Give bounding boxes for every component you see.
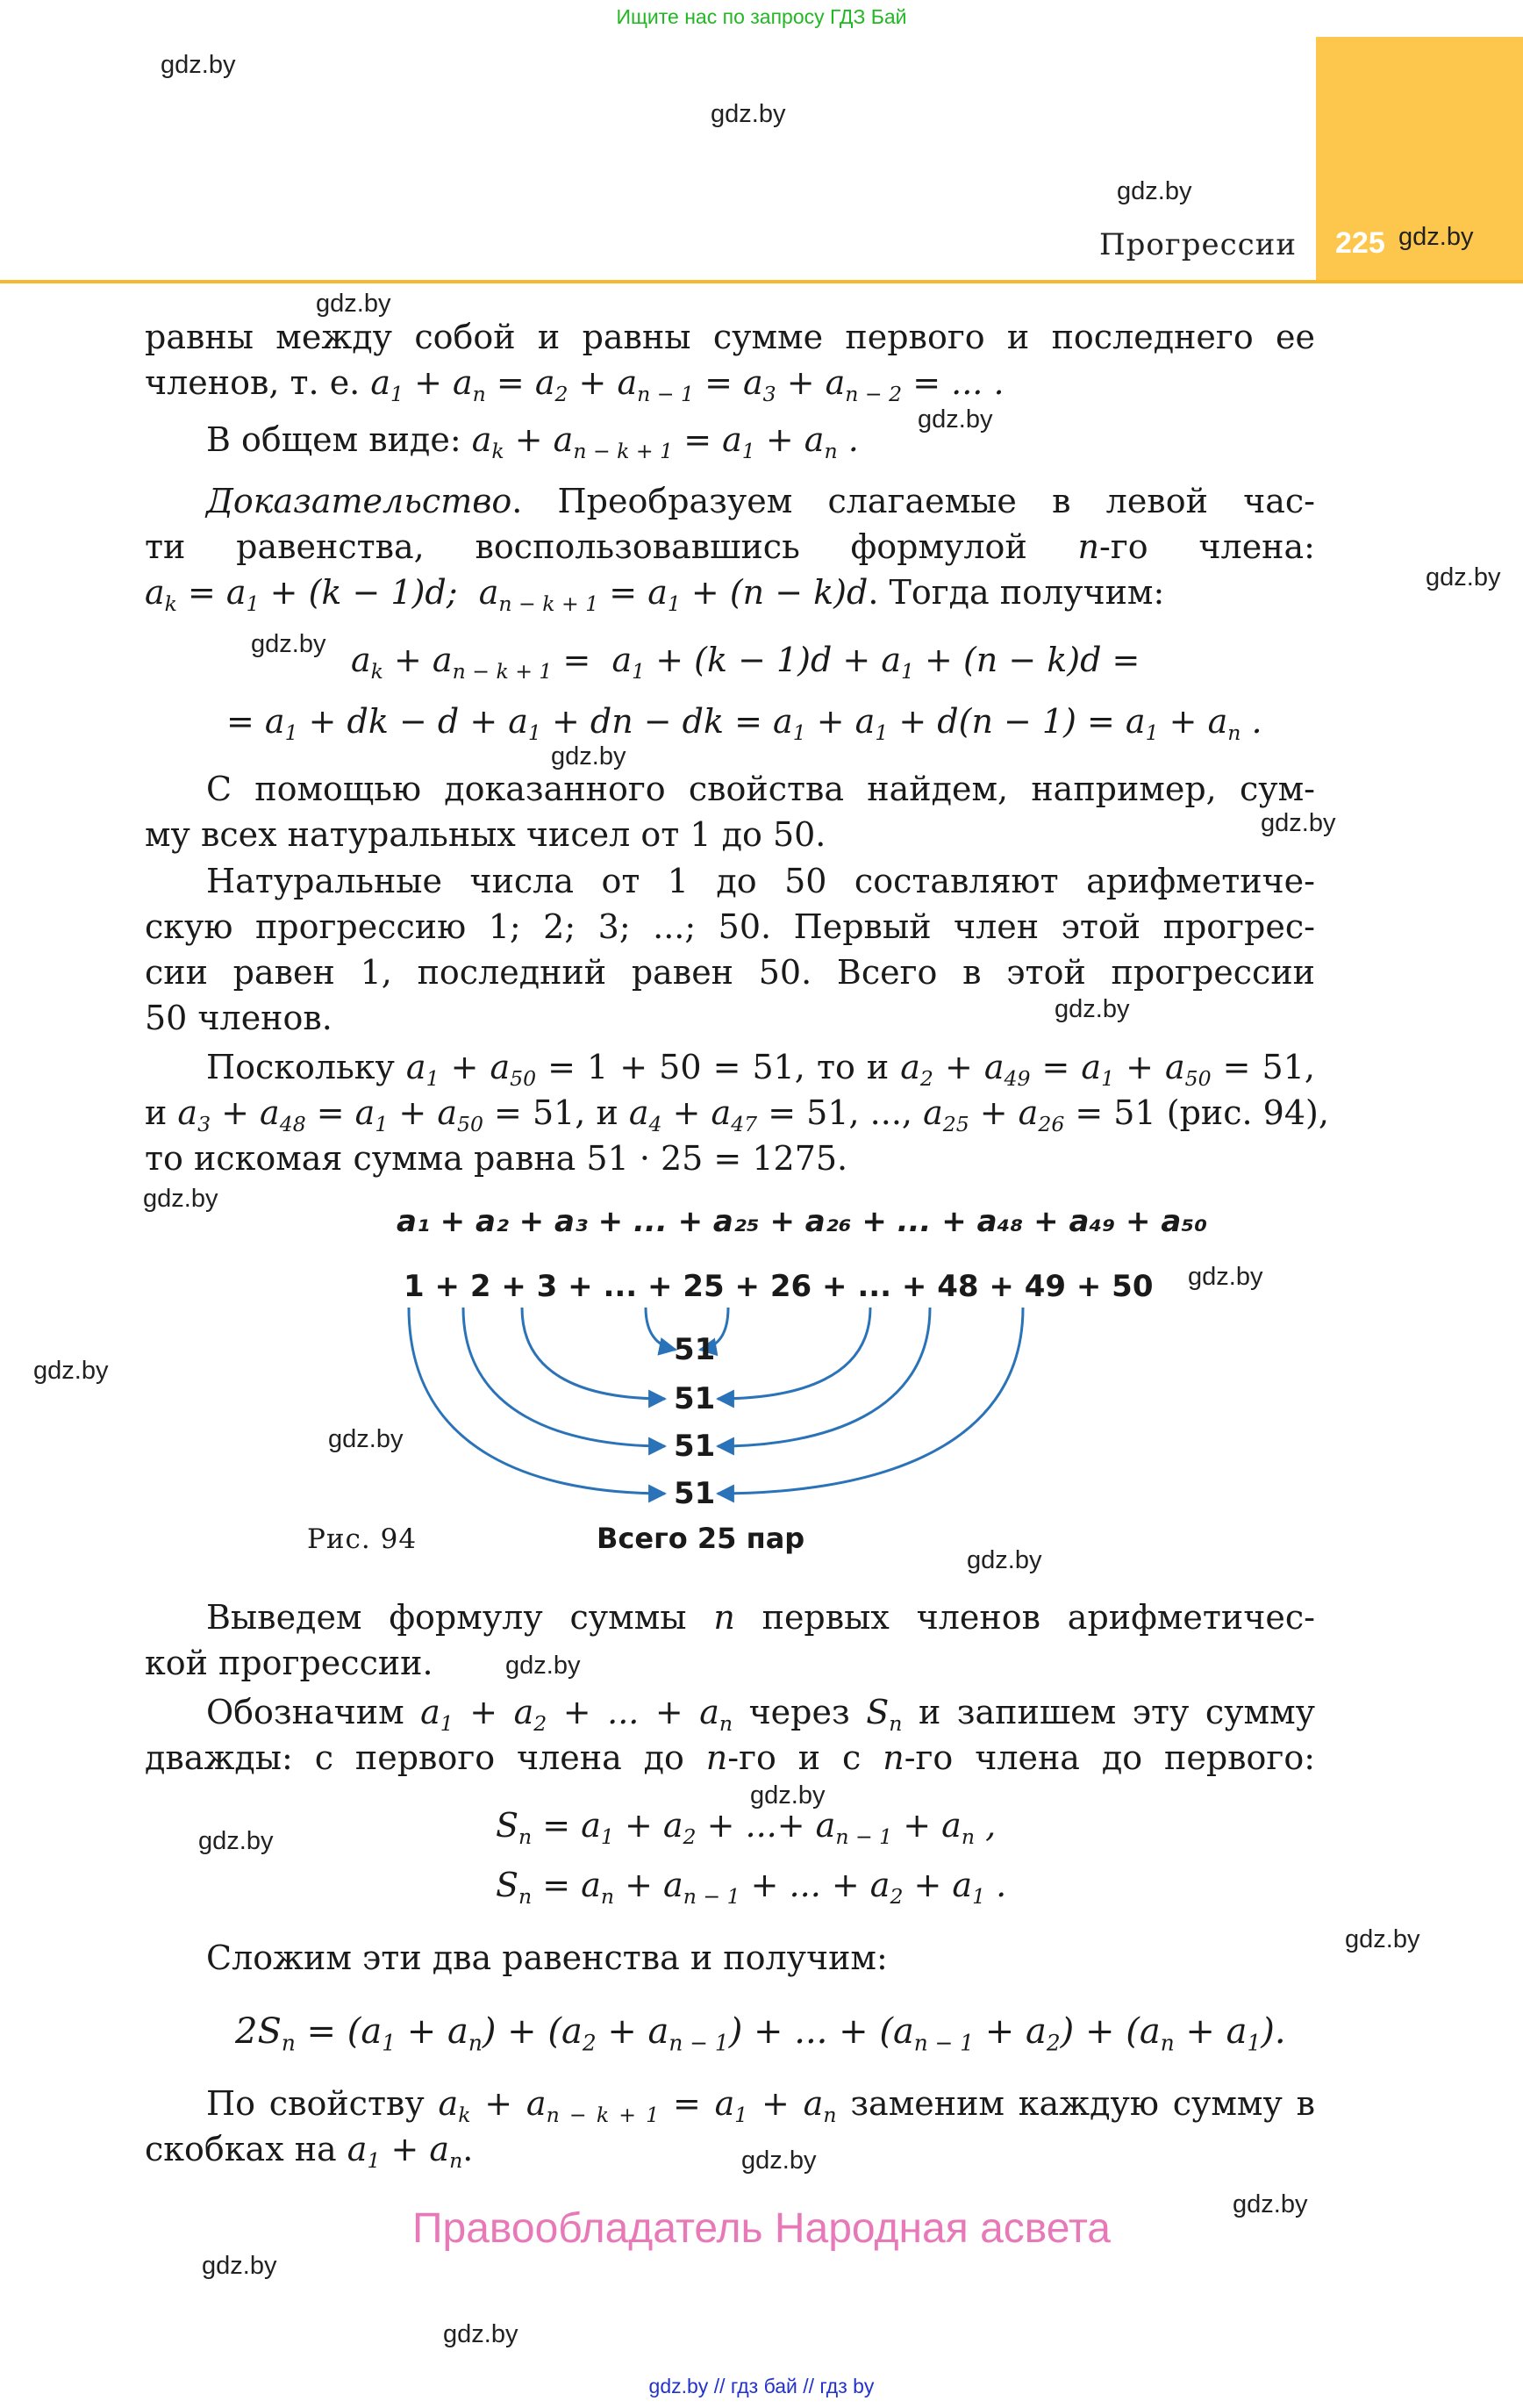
running-title: Прогрессии bbox=[1099, 227, 1297, 262]
text-line: и $a_3 + a_{48} = a_1 + a_{50} = 51$, и $a_4 + a_{47} = 51$, ..., $a_{25} + a_{26} = 51$ (рис. 94), bbox=[145, 1093, 1329, 1137]
copyright-notice: Правообладатель Народная асвета bbox=[412, 2205, 1111, 2252]
paragraph-10 bbox=[145, 2081, 1315, 2172]
equation: $S_n = a_1 + a_2$ + ...+ $a_{n - 1} + a_n$ , bbox=[496, 1806, 997, 1850]
watermark: gdz.by bbox=[443, 2320, 518, 2348]
paragraph-2 bbox=[145, 417, 1315, 462]
watermark: gdz.by bbox=[1117, 177, 1192, 205]
paragraph-9 bbox=[145, 1935, 1315, 1981]
arrow-1 bbox=[409, 1308, 665, 1494]
pair-sum: 51 bbox=[674, 1381, 716, 1416]
watermark: gdz.by bbox=[202, 2252, 277, 2280]
arrow-50 bbox=[718, 1308, 1023, 1494]
watermark: gdz.by bbox=[1055, 995, 1130, 1023]
figure-arrows bbox=[386, 1308, 1053, 1518]
equation: $S_n = a_n + a_{n - 1}$ + ... + $a_2 + a_1$ . bbox=[496, 1866, 1007, 1910]
watermark: gdz.by bbox=[1188, 1263, 1263, 1291]
paragraph-3 bbox=[145, 478, 1315, 615]
paragraph-6 bbox=[145, 1044, 1329, 1181]
watermark: gdz.by bbox=[967, 1546, 1042, 1574]
text-line: В общем виде: $a_k + a_{n - k + 1} = a_1 + a_n$ . bbox=[206, 420, 859, 464]
text-line: кой прогрессии. bbox=[145, 1644, 433, 1682]
top-banner[interactable]: Ищите нас по запросу ГДЗ Бай bbox=[616, 5, 907, 28]
watermark: gdz.by bbox=[33, 1357, 109, 1385]
paragraph-1 bbox=[145, 314, 1315, 405]
text-line: равны между собой и равны сумме первого и последнего ее bbox=[145, 318, 1315, 356]
watermark: gdz.by bbox=[1426, 563, 1501, 591]
equation: $a_k + a_{n - k + 1} = a_1 + (k - 1)d + a_1 + (n - k)d$ = bbox=[351, 641, 1140, 684]
arrow-48 bbox=[718, 1308, 870, 1399]
watermark: gdz.by bbox=[143, 1185, 218, 1213]
text-line: $a_k = a_1 + (k - 1)d$; $a_{n - k + 1} = a_1 + (n - k)d$. Тогда получим: bbox=[145, 573, 1165, 617]
footer-links[interactable]: gdz.by // гдз бай // гдз by bbox=[648, 2375, 875, 2397]
watermark: gdz.by bbox=[251, 630, 326, 658]
paragraph-4 bbox=[145, 766, 1315, 857]
pair-sum: 51 bbox=[674, 1332, 716, 1367]
text-line: Доказательство. Преобразуем слагаемые в левой час- bbox=[206, 482, 1315, 520]
text-line: му всех натуральных чисел от 1 до 50. bbox=[145, 815, 826, 854]
header-rule bbox=[0, 280, 1523, 283]
watermark: gdz.by bbox=[711, 100, 786, 128]
watermark: gdz.by bbox=[750, 1781, 826, 1810]
paragraph-7 bbox=[145, 1595, 1315, 1686]
text-line: то искомая сумма равна 51 · 25 = 1275. bbox=[145, 1139, 848, 1178]
watermark: gdz.by bbox=[1233, 2190, 1308, 2218]
paragraph-8 bbox=[145, 1689, 1315, 1781]
arrow-3 bbox=[522, 1308, 665, 1399]
figure-number-row: 1 + 2 + 3 + ... + 25 + 26 + ... + 48 + 49 + 50 bbox=[404, 1269, 1154, 1304]
watermark: gdz.by bbox=[551, 742, 626, 770]
figure-top-row: a₁ + a₂ + a₃ + ... + a₂₅ + a₂₆ + ... + a₄₈ + a₄₉ + a₅₀ bbox=[397, 1204, 1208, 1239]
text-line: По свойству $a_k + a_{n - k + 1} = a_1 + a_n$ заменим каждую сумму в bbox=[206, 2084, 1316, 2128]
watermark: gdz.by bbox=[198, 1827, 274, 1855]
text-line: Натуральные числа от 1 до 50 составляют арифметиче- bbox=[206, 862, 1315, 900]
text-line: скобках на $a_1 + a_n$. bbox=[145, 2130, 474, 2174]
figure-caption: Рис. 94 bbox=[307, 1523, 418, 1555]
text-line: 50 членов. bbox=[145, 999, 332, 1037]
arrow-25 bbox=[646, 1308, 676, 1350]
text-line: членов, т. е. $a_1 + a_n = a_2 + a_{n - 1} = a_3 + a_{n - 2}$ = ... . bbox=[145, 363, 1005, 407]
watermark: gdz.by bbox=[316, 290, 391, 318]
pair-sum: 51 bbox=[674, 1429, 716, 1464]
paragraph-5 bbox=[145, 858, 1315, 1041]
arrow-2 bbox=[463, 1308, 665, 1446]
watermark: gdz.by bbox=[161, 51, 236, 79]
arrow-49 bbox=[718, 1308, 930, 1446]
watermark: gdz.by bbox=[1398, 223, 1474, 251]
watermark: gdz.by bbox=[505, 1652, 581, 1680]
page-number: 225 bbox=[1335, 226, 1385, 260]
text-line: дважды: с первого члена до n-го и с n-го члена до первого: bbox=[145, 1738, 1315, 1777]
watermark: gdz.by bbox=[918, 405, 993, 434]
text-line: ти равенства, воспользовавшись формулой n-го члена: bbox=[145, 527, 1315, 566]
text-line: Сложим эти два равенства и получим: bbox=[206, 1939, 888, 1977]
equation: $2S_n = (a_1 + a_n) + (a_2 + a_{n - 1})$ + ... + $(a_{n - 1} + a_2) + (a_n + a_1)$. bbox=[235, 2011, 1286, 2056]
text-line: сии равен 1, последний равен 50. Всего в этой прогрессии bbox=[145, 953, 1315, 992]
text-line: С помощью доказанного свойства найдем, например, сум- bbox=[206, 770, 1315, 808]
equation: = $a_1$ + dk − $d + a_1$ + dn − dk = $a_1 + a_1 + d(n - 1) = a_1 + a_n$ . bbox=[226, 702, 1262, 746]
watermark: gdz.by bbox=[328, 1425, 404, 1453]
text-line: Поскольку $a_1 + a_{50} = 1 + 50 = 51$, то и $a_2 + a_{49} = a_1 + a_{50} = 51$, bbox=[206, 1048, 1315, 1092]
text-line: Выведем формулу суммы n первых членов арифметичес- bbox=[206, 1598, 1315, 1637]
text-line: скую прогрессию 1; 2; 3; ...; 50. Первый член этой прогрес- bbox=[145, 907, 1315, 946]
watermark: gdz.by bbox=[1261, 809, 1336, 837]
text-line: Обозначим $a_1 + a_2$ + ... + $a_n$ через $S_n$ и запишем эту сумму bbox=[206, 1693, 1315, 1737]
pair-sum: 51 bbox=[674, 1476, 716, 1511]
figure-subtitle: Всего 25 пар bbox=[597, 1522, 805, 1555]
watermark: gdz.by bbox=[1345, 1925, 1420, 1953]
watermark: gdz.by bbox=[741, 2146, 817, 2175]
